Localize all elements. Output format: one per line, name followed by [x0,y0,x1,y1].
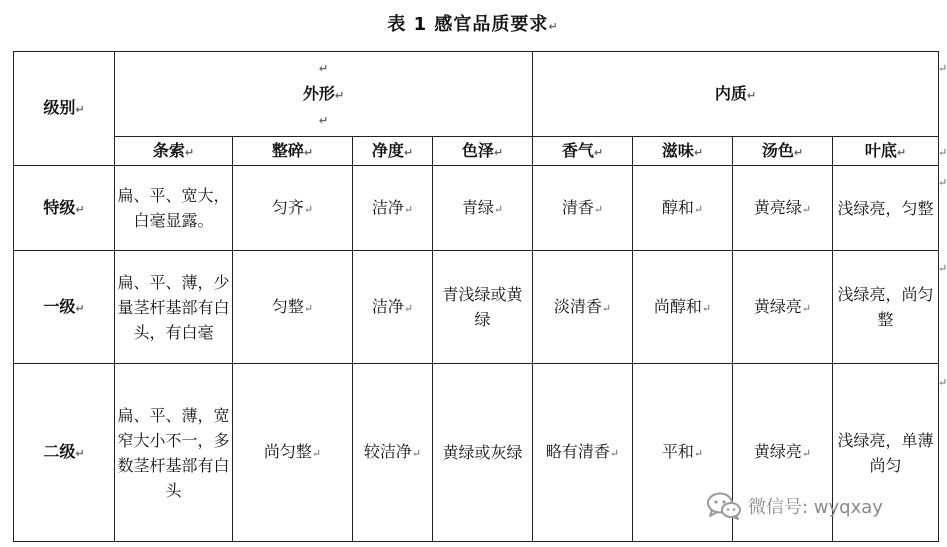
cell-ziwei: 醇和↵ [633,166,733,251]
end-of-row-mark: ↵ [938,176,947,189]
end-of-row-mark: ↵ [938,62,947,75]
end-of-row-mark: ↵ [938,262,947,275]
cell-tangse: 黄绿亮↵ [733,364,833,542]
cell-tangse: 黄绿亮↵ [733,251,833,364]
cell-ziwei: 平和↵ [633,364,733,542]
end-of-row-mark: ↵ [938,146,947,159]
cell-xiangqi: 淡清香↵ [533,251,633,364]
watermark-text: 微信号: wyqxay [748,497,883,518]
end-of-row-mark: ↵ [938,376,947,389]
cell-zhengsui: 尚匀整↵ [233,364,353,542]
header-col-zhengsui: 整碎↵ [233,137,353,166]
cell-tiaosuo: 扁、平、薄，宽窄大小不一，多数茎杆基部有白头 [115,364,233,542]
header-col-seze: 色泽↵ [433,137,533,166]
watermark [706,491,883,521]
header-col-jingdu: 净度↵ [353,137,433,166]
header-appearance: ↵ 外形↵ ↵ [115,52,533,137]
header-row-columns [14,137,939,166]
cell-seze: 青绿↵ [433,166,533,251]
header-row-group [14,52,939,137]
cell-yedi: 浅绿亮，尚匀整 [833,251,939,364]
quality-table [13,51,939,542]
header-col-tangse: 汤色↵ [733,137,833,166]
header-col-xiangqi: 香气↵ [533,137,633,166]
header-grade: 级别↵ [14,52,115,166]
cell-seze: 黄绿或灰绿 [433,364,533,542]
header-col-tiaosuo: 条索↵ [115,137,233,166]
wechat-icon [706,491,742,521]
cell-tiaosuo: 扁、平、薄，少量茎杆基部有白头，有白毫 [115,251,233,364]
header-inner-quality: 内质↵ [533,52,939,137]
cell-ziwei: 尚醇和↵ [633,251,733,364]
table-title: 表 1 感官品质要求↵ [387,14,559,35]
cell-jingdu: 洁净↵ [353,166,433,251]
cell-tiaosuo: 扁、平、宽大，白毫显露。 [115,166,233,251]
row-grade-second: 二级↵ [14,364,115,542]
cell-jingdu: 较洁净↵ [353,364,433,542]
cell-zhengsui: 匀齐↵ [233,166,353,251]
header-col-yedi: 叶底↵ [833,137,939,166]
cell-yedi: 浅绿亮，单薄尚匀 [833,364,939,542]
cell-zhengsui: 匀整↵ [233,251,353,364]
cell-jingdu: 洁净↵ [353,251,433,364]
cell-xiangqi: 清香↵ [533,166,633,251]
table-row [14,166,939,251]
cell-xiangqi: 略有清香↵ [533,364,633,542]
table-row [14,251,939,364]
row-grade-special: 特级↵ [14,166,115,251]
cell-tangse: 黄亮绿↵ [733,166,833,251]
header-col-ziwei: 滋味↵ [633,137,733,166]
table-title-text: 表 1 感官品质要求 [387,14,549,35]
cell-seze: 青浅绿或黄绿 [433,251,533,364]
cell-yedi: 浅绿亮，匀整 [833,166,939,251]
row-grade-first: 一级↵ [14,251,115,364]
